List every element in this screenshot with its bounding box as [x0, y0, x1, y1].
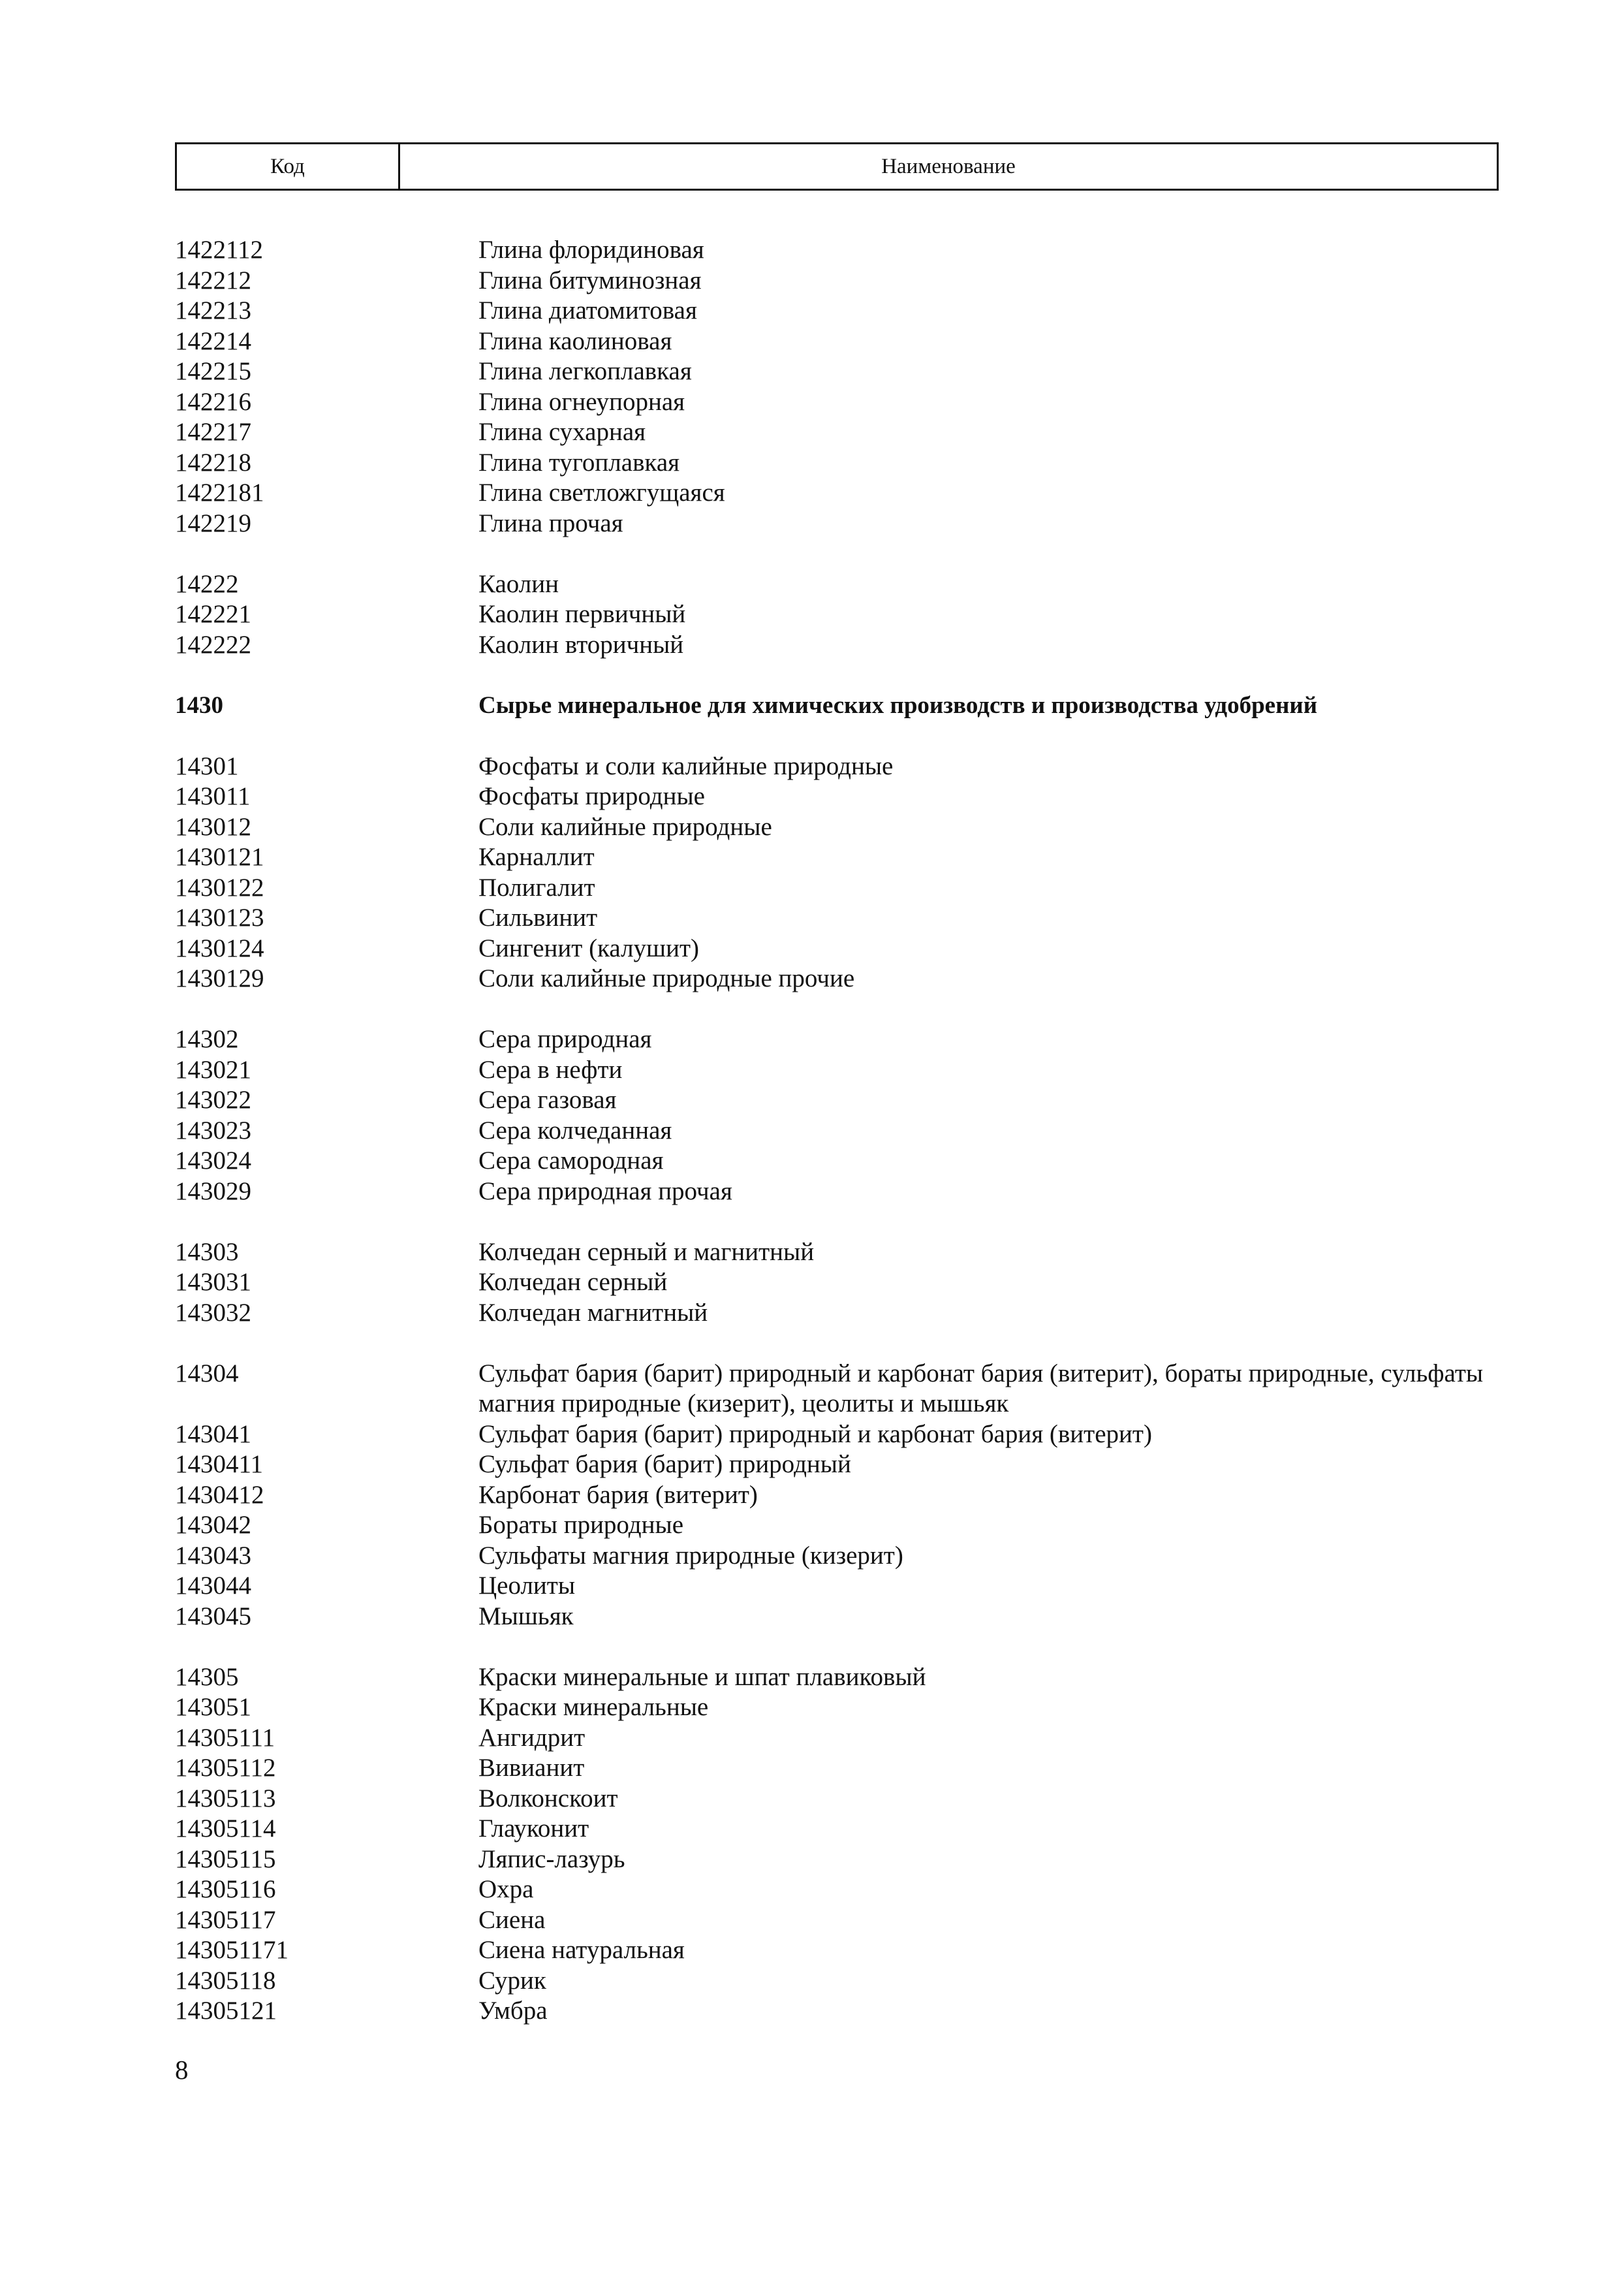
row-name: Сульфат бария (барит) природный и карбонат бария (витерит) — [478, 1419, 1152, 1448]
table-row — [175, 1055, 1507, 1086]
row-name: Волконскоит — [478, 1784, 618, 1812]
name-column-header: Наименование — [881, 154, 1016, 178]
table-row — [175, 1146, 1507, 1177]
row-name: Колчедан магнитный — [478, 1298, 708, 1327]
row-name: Глина битуминозная — [478, 266, 702, 294]
table-row — [175, 1085, 1507, 1116]
row-code: 1430122 — [175, 873, 264, 902]
row-name: Охра — [478, 1875, 534, 1903]
table-row — [175, 1814, 1507, 1844]
row-name: Сиена — [478, 1905, 546, 1934]
row-code: 1430121 — [175, 843, 264, 871]
row-code: 143051 — [175, 1693, 251, 1721]
table-row — [175, 1571, 1507, 1602]
row-name: Ангидрит — [478, 1723, 586, 1752]
row-code: 142217 — [175, 418, 251, 446]
table-row — [175, 509, 1507, 539]
row-name: Карбонат бария (витерит) — [478, 1480, 758, 1509]
table-row — [175, 934, 1507, 964]
row-name: Колчедан серный — [478, 1268, 668, 1296]
row-code: 1430411 — [175, 1450, 264, 1478]
table-row — [175, 964, 1507, 994]
table-row — [175, 387, 1507, 418]
table-row — [175, 1480, 1507, 1511]
row-name: Полигалит — [478, 873, 595, 902]
group-spacer — [175, 660, 1507, 691]
table-row — [175, 873, 1507, 904]
table-row — [175, 417, 1507, 448]
row-name: Сера газовая — [478, 1086, 617, 1114]
row-code: 143044 — [175, 1572, 251, 1600]
row-name: Глина прочая — [478, 509, 623, 537]
table-row — [175, 478, 1507, 509]
row-code: 1430123 — [175, 904, 264, 932]
row-name: Карналлит — [478, 843, 595, 871]
row-name: Глина огнеупорная — [478, 387, 685, 416]
table-row — [175, 1602, 1507, 1632]
row-code: 1422112 — [175, 236, 264, 264]
row-name: Сера в нефти — [478, 1055, 623, 1084]
row-name: Умбра — [478, 1997, 548, 2025]
row-code: 1430124 — [175, 934, 264, 962]
section-title: Сырье минеральное для химических производств и производства удобрений — [478, 691, 1318, 719]
row-code: 14305115 — [175, 1844, 276, 1873]
group-spacer — [175, 1328, 1507, 1359]
row-code: 143045 — [175, 1602, 251, 1630]
row-name: Глина флоридиновая — [478, 236, 704, 264]
row-name: Глина легкоплавкая — [478, 357, 692, 385]
row-code: 142218 — [175, 448, 251, 477]
row-code: 14305116 — [175, 1875, 276, 1903]
table-row — [175, 1844, 1507, 1875]
row-code: 14302 — [175, 1025, 239, 1053]
table-row — [175, 1905, 1507, 1936]
row-code: 143012 — [175, 812, 251, 841]
row-name: Соли калийные природные прочие — [478, 964, 855, 992]
row-code: 1422181 — [175, 479, 264, 507]
row-name: Сера природная — [478, 1025, 652, 1053]
table-row — [175, 751, 1507, 782]
row-code: 14301 — [175, 751, 239, 780]
row-code: 143042 — [175, 1511, 251, 1539]
table-row — [175, 1753, 1507, 1784]
table-row — [175, 1723, 1507, 1754]
table-row — [175, 326, 1507, 357]
section-heading-row — [175, 691, 1507, 721]
table-row — [175, 1874, 1507, 1905]
row-code: 143021 — [175, 1055, 251, 1084]
row-name: Каолин вторичный — [478, 630, 684, 659]
row-name: Колчедан серный и магнитный — [478, 1237, 815, 1266]
row-code: 143043 — [175, 1541, 251, 1570]
classification-list — [175, 235, 1507, 2027]
table-row — [175, 1996, 1507, 2027]
row-code: 143032 — [175, 1298, 251, 1327]
row-name: Глауконит — [478, 1814, 589, 1842]
row-name: Сиена натуральная — [478, 1936, 685, 1964]
row-code: 142214 — [175, 326, 251, 355]
row-code: 142216 — [175, 387, 251, 416]
row-name: Фосфаты природные — [478, 782, 705, 810]
group-spacer — [175, 1632, 1507, 1662]
row-name: Сера природная прочая — [478, 1177, 732, 1205]
row-name: Сингенит (калушит) — [478, 934, 699, 962]
group-spacer — [175, 539, 1507, 569]
row-code: 142221 — [175, 600, 251, 628]
row-name: Цеолиты — [478, 1572, 576, 1600]
row-code: 14305111 — [175, 1723, 275, 1752]
row-name: Сульфаты магния природные (кизерит) — [478, 1541, 903, 1570]
row-code: 14305118 — [175, 1966, 276, 1995]
row-code: 14305121 — [175, 1997, 277, 2025]
table-row — [175, 1237, 1507, 1268]
table-row — [175, 448, 1507, 479]
row-code: 1430129 — [175, 964, 264, 992]
row-code: 14222 — [175, 569, 239, 598]
row-name: Сильвинит — [478, 904, 598, 932]
row-code: 14303 — [175, 1237, 239, 1266]
group-spacer — [175, 1207, 1507, 1237]
table-row — [175, 266, 1507, 296]
row-code: 142219 — [175, 509, 251, 537]
row-name: Фосфаты и соли калийные природные — [478, 751, 894, 780]
table-row — [175, 1662, 1507, 1693]
row-name: Сульфат бария (барит) природный и карбонат бария (витерит), бораты природные, сульфаты магния природные (кизерит), цеолиты и мышьяк — [478, 1359, 1484, 1417]
table-row — [175, 782, 1507, 812]
row-name: Ляпис-лазурь — [478, 1844, 625, 1873]
row-code: 14305114 — [175, 1814, 276, 1842]
table-header — [175, 142, 1499, 191]
row-name: Глина сухарная — [478, 418, 646, 446]
table-row — [175, 1784, 1507, 1814]
row-code: 142215 — [175, 357, 251, 385]
row-name: Сурик — [478, 1966, 546, 1995]
row-code: 143031 — [175, 1268, 251, 1296]
row-name: Сера колчеданная — [478, 1116, 672, 1145]
row-code: 142213 — [175, 296, 251, 324]
table-row — [175, 1935, 1507, 1966]
row-code: 142212 — [175, 266, 251, 294]
table-row — [175, 1298, 1507, 1329]
table-row — [175, 1541, 1507, 1572]
row-name: Каолин — [478, 569, 559, 598]
table-row — [175, 1024, 1507, 1055]
code-column-header: Код — [177, 144, 400, 189]
row-code: 1430412 — [175, 1480, 264, 1509]
group-spacer — [175, 994, 1507, 1025]
row-code: 143023 — [175, 1116, 251, 1145]
table-row — [175, 1267, 1507, 1298]
row-name: Каолин первичный — [478, 600, 686, 628]
table-row — [175, 842, 1507, 873]
row-code: 14305112 — [175, 1754, 276, 1782]
table-row — [175, 356, 1507, 387]
table-row — [175, 630, 1507, 661]
table-row — [175, 1510, 1507, 1541]
row-code: 142222 — [175, 630, 251, 659]
group-spacer — [175, 721, 1507, 751]
row-code: 14305117 — [175, 1905, 276, 1934]
row-name: Мышьяк — [478, 1602, 574, 1630]
table-row — [175, 599, 1507, 630]
row-name: Краски минеральные — [478, 1693, 709, 1721]
row-code: 14305 — [175, 1662, 239, 1691]
table-row — [175, 235, 1507, 266]
row-name: Сера самородная — [478, 1146, 664, 1175]
row-name: Глина каолиновая — [478, 326, 672, 355]
table-row — [175, 1449, 1507, 1480]
table-row — [175, 1692, 1507, 1723]
row-name: Сульфат бария (барит) природный — [478, 1450, 851, 1478]
table-row — [175, 296, 1507, 326]
table-row — [175, 1966, 1507, 1997]
table-row — [175, 1116, 1507, 1146]
row-name: Глина диатомитовая — [478, 296, 697, 324]
row-name: Глина тугоплавкая — [478, 448, 680, 477]
page-number: 8 — [175, 2055, 189, 2085]
row-code: 143024 — [175, 1146, 251, 1175]
table-row — [175, 1177, 1507, 1207]
row-code: 143022 — [175, 1086, 251, 1114]
row-code: 143051171 — [175, 1936, 289, 1964]
section-code: 1430 — [175, 691, 223, 719]
row-code: 143041 — [175, 1419, 251, 1448]
table-row — [175, 569, 1507, 600]
row-name: Краски минеральные и шпат плавиковый — [478, 1662, 926, 1691]
table-row — [175, 1359, 1507, 1419]
row-code: 14304 — [175, 1359, 239, 1387]
row-name: Соли калийные природные — [478, 812, 772, 841]
row-code: 143011 — [175, 782, 251, 810]
row-name: Бораты природные — [478, 1511, 684, 1539]
table-row — [175, 903, 1507, 934]
table-row — [175, 1419, 1507, 1450]
row-name: Вивианит — [478, 1754, 585, 1782]
row-name: Глина светложгущаяся — [478, 479, 725, 507]
row-code: 143029 — [175, 1177, 251, 1205]
row-code: 14305113 — [175, 1784, 276, 1812]
table-row — [175, 812, 1507, 843]
